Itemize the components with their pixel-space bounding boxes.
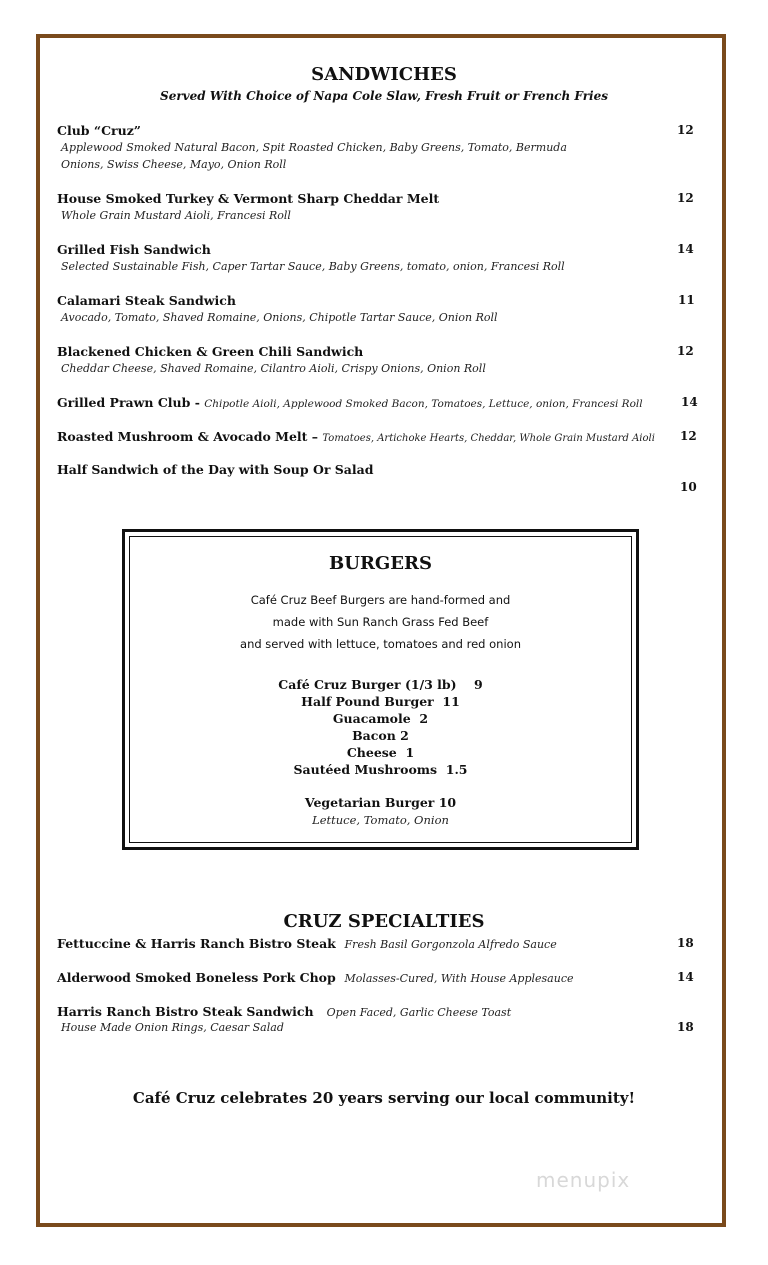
item-name: Blackened Chicken & Green Chili Sandwich bbox=[57, 344, 364, 359]
burger-item: Half Pound Burger 11 bbox=[301, 694, 460, 709]
sandwiches-subtitle: Served With Choice of Napa Cole Slaw, Fresh Fruit or French Fries bbox=[160, 89, 608, 103]
item-row bbox=[57, 1004, 511, 1019]
item-row bbox=[57, 936, 557, 951]
item-price: 18 bbox=[677, 1020, 694, 1034]
burger-item: Sautéed Mushrooms 1.5 bbox=[293, 762, 468, 777]
item-description: Open Faced, Garlic Cheese Toast bbox=[326, 1006, 512, 1019]
burgers-intro-line: and served with lettuce, tomatoes and red onion bbox=[240, 637, 521, 651]
item-name: Fettuccine & Harris Ranch Bistro Steak bbox=[57, 936, 336, 951]
item-price: 18 bbox=[677, 936, 694, 950]
burgers-title: BURGERS bbox=[329, 553, 432, 574]
item-description: Molasses-Cured, With House Applesauce bbox=[344, 972, 574, 985]
item-name: House Smoked Turkey & Vermont Sharp Cheddar Melt bbox=[57, 191, 440, 206]
item-price: 12 bbox=[677, 344, 694, 358]
item-name: Grilled Prawn Club - bbox=[57, 395, 205, 410]
item-row bbox=[57, 395, 643, 410]
item-price: 14 bbox=[677, 242, 694, 256]
item-description: Fresh Basil Gorgonzola Alfredo Sauce bbox=[344, 938, 557, 951]
item-price: 12 bbox=[677, 123, 694, 137]
item-description: Whole Grain Mustard Aioli, Francesi Roll bbox=[61, 209, 291, 222]
burgers-intro-line: made with Sun Ranch Grass Fed Beef bbox=[272, 615, 489, 629]
item-price: 12 bbox=[680, 429, 697, 443]
burgers-intro-line: Café Cruz Beef Burgers are hand-formed and bbox=[250, 593, 511, 607]
item-description: Chipotle Aioli, Applewood Smoked Bacon, Tomatoes, Lettuce, onion, Francesi Roll bbox=[204, 398, 643, 410]
item-price: 11 bbox=[678, 293, 695, 307]
footer-message: Café Cruz celebrates 20 years serving our local community! bbox=[132, 1089, 636, 1107]
item-name: Grilled Fish Sandwich bbox=[57, 242, 211, 257]
item-name: Club “Cruz” bbox=[57, 123, 141, 138]
item-name: Calamari Steak Sandwich bbox=[57, 293, 236, 308]
item-description: Selected Sustainable Fish, Caper Tartar Sauce, Baby Greens, tomato, onion, Francesi Roll bbox=[61, 260, 565, 273]
sandwiches-title: SANDWICHES bbox=[311, 64, 457, 85]
item-description: Applewood Smoked Natural Bacon, Spit Roasted Chicken, Baby Greens, Tomato, Bermuda bbox=[61, 141, 567, 154]
item-description: Tomatoes, Artichoke Hearts, Cheddar, Whole Grain Mustard Aioli bbox=[322, 433, 655, 444]
item-price: 12 bbox=[677, 191, 694, 205]
veg-burger-description: Lettuce, Tomato, Onion bbox=[312, 813, 449, 827]
specialties-title: CRUZ SPECIALTIES bbox=[283, 911, 485, 932]
burger-item: Cheese 1 bbox=[346, 745, 415, 760]
item-description: Cheddar Cheese, Shaved Romaine, Cilantro Aioli, Crispy Onions, Onion Roll bbox=[61, 362, 486, 375]
burger-item: Guacamole 2 bbox=[332, 711, 429, 726]
item-price: 14 bbox=[677, 970, 694, 984]
veg-burger-name: Vegetarian Burger 10 bbox=[304, 795, 457, 810]
item-description: Onions, Swiss Cheese, Mayo, Onion Roll bbox=[61, 158, 287, 171]
item-row bbox=[57, 429, 655, 444]
item-row bbox=[57, 970, 574, 985]
item-price: 14 bbox=[681, 395, 698, 409]
item-description: House Made Onion Rings, Caesar Salad bbox=[61, 1021, 284, 1034]
item-price: 10 bbox=[680, 480, 697, 494]
burger-item: Bacon 2 bbox=[352, 728, 409, 743]
watermark: menupix bbox=[536, 1168, 631, 1192]
item-name: Half Sandwich of the Day with Soup Or Salad bbox=[57, 462, 374, 477]
item-description: Avocado, Tomato, Shaved Romaine, Onions, Chipotle Tartar Sauce, Onion Roll bbox=[61, 311, 498, 324]
burger-item: Café Cruz Burger (1/3 lb) 9 bbox=[278, 677, 483, 692]
item-name: Roasted Mushroom & Avocado Melt – bbox=[57, 429, 323, 444]
item-name: Harris Ranch Bistro Steak Sandwich bbox=[57, 1004, 314, 1019]
item-name: Alderwood Smoked Boneless Pork Chop bbox=[57, 970, 336, 985]
